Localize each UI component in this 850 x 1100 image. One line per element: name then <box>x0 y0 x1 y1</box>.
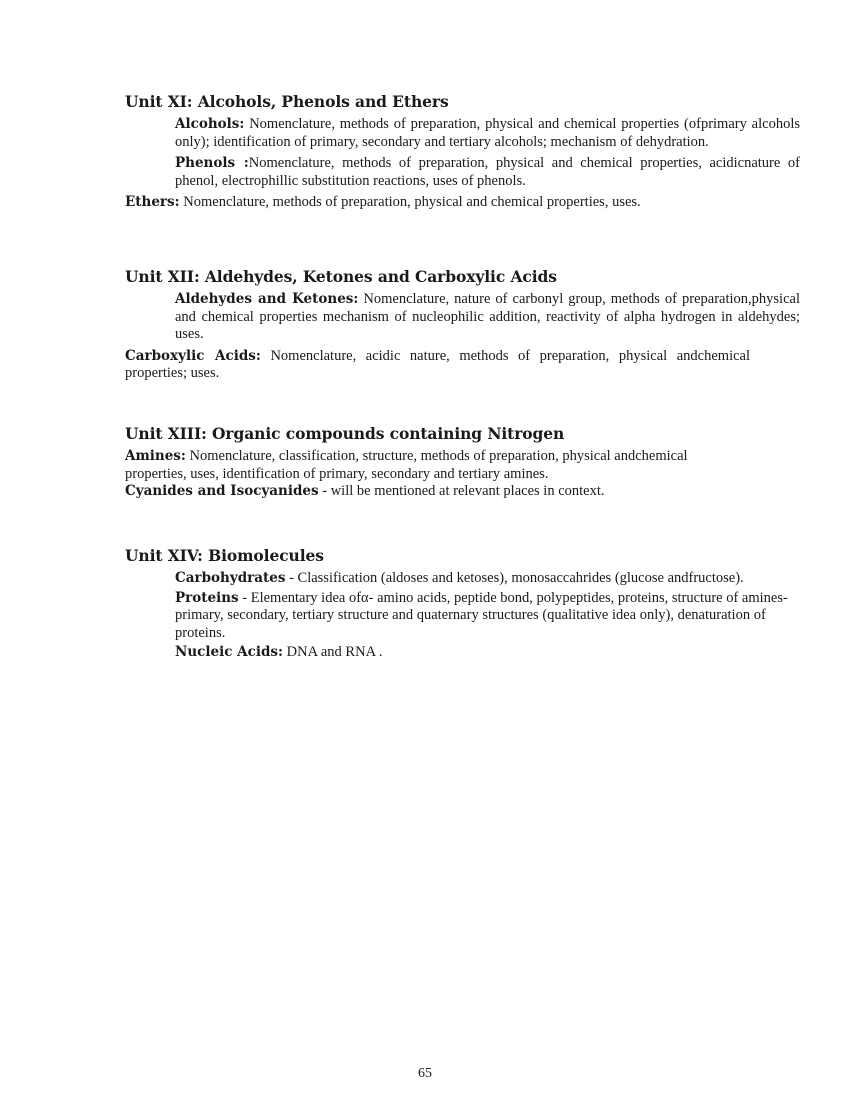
nucleic-acids-paragraph <box>175 644 800 662</box>
carbohydrates-paragraph <box>175 570 800 588</box>
aldehydes-ketones-paragraph <box>175 291 800 344</box>
ethers-heading: Ethers: <box>125 194 180 210</box>
proteins-paragraph <box>175 590 795 643</box>
unit-xi-section <box>125 92 800 212</box>
unit-xiv-section <box>125 546 800 662</box>
amines-paragraph <box>125 448 715 483</box>
phenols-paragraph <box>175 155 800 190</box>
alcohols-text: Nomenclature, methods of preparation, physical and chemical properties (ofprimary alcohols only); identification of primary, secondary and tertiary alcohols; mechanism of dehydration. <box>175 116 800 150</box>
aldehydes-ketones-heading: Aldehydes and Ketones: <box>175 291 359 307</box>
alcohols-paragraph <box>175 116 800 151</box>
carboxylic-acids-heading: Carboxylic Acids: <box>125 347 261 364</box>
phenols-text: Nomenclature, methods of preparation, physical and chemical properties, acidicnature of phenol, electrophillic substitution reactions, uses of phenols. <box>175 155 800 189</box>
unit-xiii-section <box>125 424 800 501</box>
cyanides-paragraph <box>125 483 750 501</box>
nucleic-acids-text: DNA and RNA . <box>283 644 383 660</box>
unit-xii-section <box>125 267 800 383</box>
page-number: 65 <box>418 1066 432 1081</box>
cyanides-text: - will be mentioned at relevant places in context. <box>318 483 605 499</box>
unit-xiii-title: Unit XIII: Organic compounds containing Nitrogen <box>125 424 565 443</box>
amines-text: Nomenclature, classification, structure, methods of preparation, physical andchemical properties, uses, identification of primary, secondary and tertiary amines. <box>125 448 688 482</box>
carboxylic-acids-text: Nomenclature, acidic nature, methods of preparation, physical andchemical properties; uses. <box>125 347 751 381</box>
carbohydrates-text: - Classification (aldoses and ketoses), monosaccahrides (glucose andfructose). <box>285 570 744 586</box>
unit-xiv-title: Unit XIV: Biomolecules <box>125 546 324 565</box>
ethers-paragraph <box>125 194 750 212</box>
proteins-heading: Proteins <box>175 589 239 606</box>
unit-xii-title: Unit XII: Aldehydes, Ketones and Carboxylic Acids <box>125 267 557 286</box>
aldehydes-ketones-text: Nomenclature, nature of carbonyl group, methods of preparation,physical and chemical properties mechanism of nucleophilic addition, reactivity of alpha hydrogen in aldehydes; uses. <box>175 291 800 342</box>
phenols-heading: Phenols : <box>175 155 249 171</box>
proteins-text: - Elementary idea ofα- amino acids, peptide bond, polypeptides, proteins, structure of amines-primary, secondary, tertiary structure and quaternary structures (qualitative idea only), denaturation of proteins. <box>175 589 788 641</box>
alcohols-heading: Alcohols: <box>175 116 245 132</box>
unit-xi-title: Unit XI: Alcohols, Phenols and Ethers <box>125 92 449 111</box>
carbohydrates-heading: Carbohydrates <box>175 570 286 586</box>
cyanides-heading: Cyanides and Isocyanides <box>125 483 319 499</box>
ethers-text: Nomenclature, methods of preparation, physical and chemical properties, uses. <box>179 194 641 210</box>
amines-heading: Amines: <box>125 448 186 464</box>
carboxylic-acids-paragraph <box>125 348 750 383</box>
nucleic-acids-heading: Nucleic Acids: <box>175 644 283 660</box>
